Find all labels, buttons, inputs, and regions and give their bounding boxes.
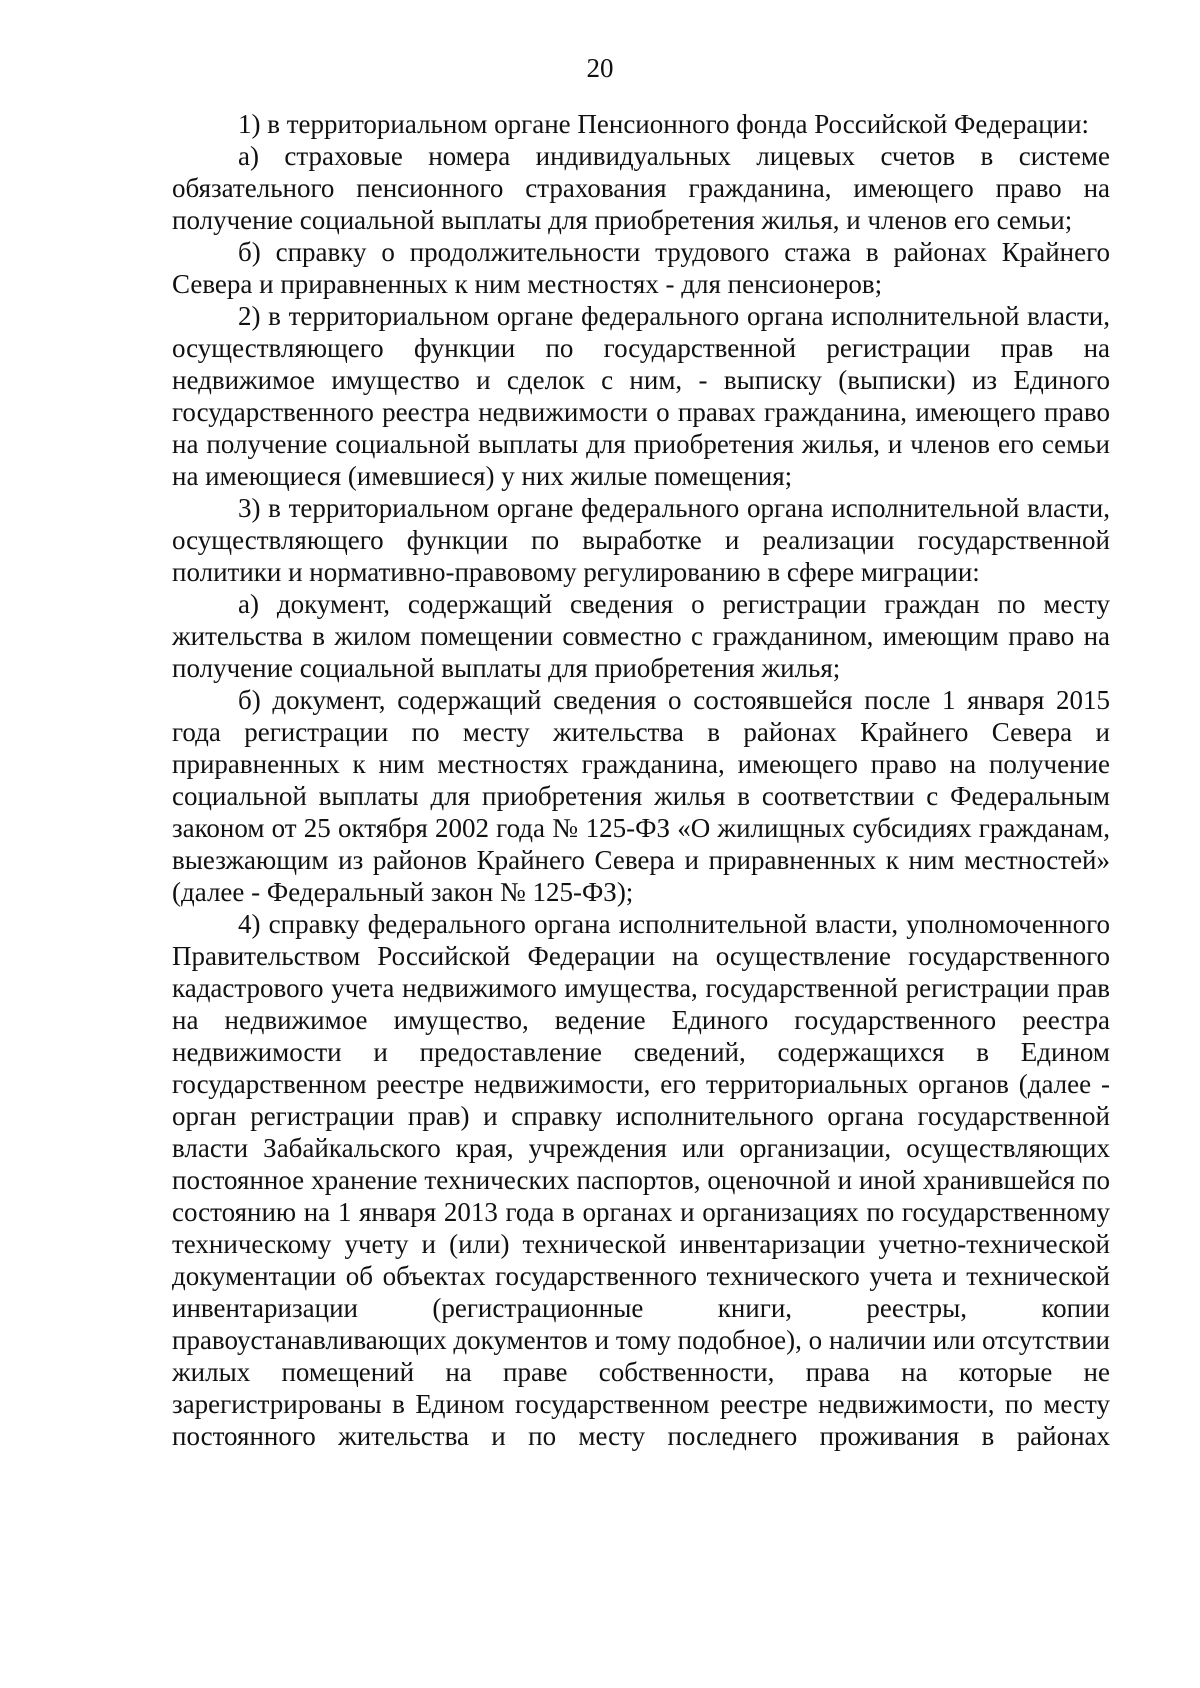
document-body bbox=[172, 108, 1110, 1452]
paragraph-2: 2) в территориальном органе федерального органа исполнительной власти, осуществляющего функции по государственной регистрации прав на недвижимое имущество и сделок с ним, - выписку (выписки) из Единого государственного реестра недвижимости о правах гражданина, имеющего право на получение социальной выплаты для приобретения жилья, и членов его семьи на имеющиеся (имевшиеся) у них жилые помещения; bbox=[172, 301, 1110, 491]
paragraph-4: 4) справку федерального органа исполнительной власти, уполномоченного Правительством Российской Федерации на осуществление государственного кадастрового учета недвижимого имущества, государственной регистрации прав на недвижимое имущество, ведение Единого государственного реестра недвижимости и предоставление сведений, содержащихся в Едином государственном реестре недвижимости, его территориальных органов (далее - орган регистрации прав) и справку исполнительного органа государственной власти Забайкальского края, учреждения или организации, осуществляющих постоянное хранение технических паспортов, оценочной и иной хранившейся по состоянию на 1 января 2013 года в органах и организациях по государственному техническому учету и (или) технической инвентаризации учетно-технической документации об объектах государственного технического учета и технической инвентаризации (регистрационные книги, реестры, копии правоустанавливающих документов и тому подобное), о наличии или отсутствии жилых помещений на праве собственности, права на которые не зарегистрированы в Едином государственном реестре недвижимости, по месту постоянного жительства и по месту последнего проживания в районах bbox=[172, 909, 1110, 1451]
paragraph-1a: а) страховые номера индивидуальных лицевых счетов в системе обязательного пенсионного страхования гражданина, имеющего право на получение социальной выплаты для приобретения жилья, и членов его семьи; bbox=[172, 141, 1110, 235]
paragraph-3a: а) документ, содержащий сведения о регистрации граждан по месту жительства в жилом помещении совместно с гражданином, имеющим право на получение социальной выплаты для приобретения жилья; bbox=[172, 589, 1110, 683]
paragraph-1: 1) в территориальном органе Пенсионного фонда Российской Федерации: bbox=[238, 109, 1090, 139]
page-number: 20 bbox=[586, 53, 614, 83]
paragraph-1b: б) справку о продолжительности трудового стажа в районах Крайнего Севера и приравненных к ним местностях - для пенсионеров; bbox=[172, 237, 1110, 299]
paragraph-3: 3) в территориальном органе федерального органа исполнительной власти, осуществляющего функции по выработке и реализации государственной политики и нормативно-правовому регулированию в сфере миграции: bbox=[172, 493, 1110, 587]
paragraph-3b: б) документ, содержащий сведения о состоявшейся после 1 января 2015 года регистрации по месту жительства в районах Крайнего Севера и приравненных к ним местностях гражданина, имеющего право на получение социальной выплаты для приобретения жилья в соответствии с Федеральным законом от 25 октября 2002 года № 125-ФЗ «О жилищных субсидиях гражданам, выезжающим из районов Крайнего Севера и приравненных к ним местностей» (далее - Федеральный закон № 125-ФЗ); bbox=[172, 685, 1110, 907]
